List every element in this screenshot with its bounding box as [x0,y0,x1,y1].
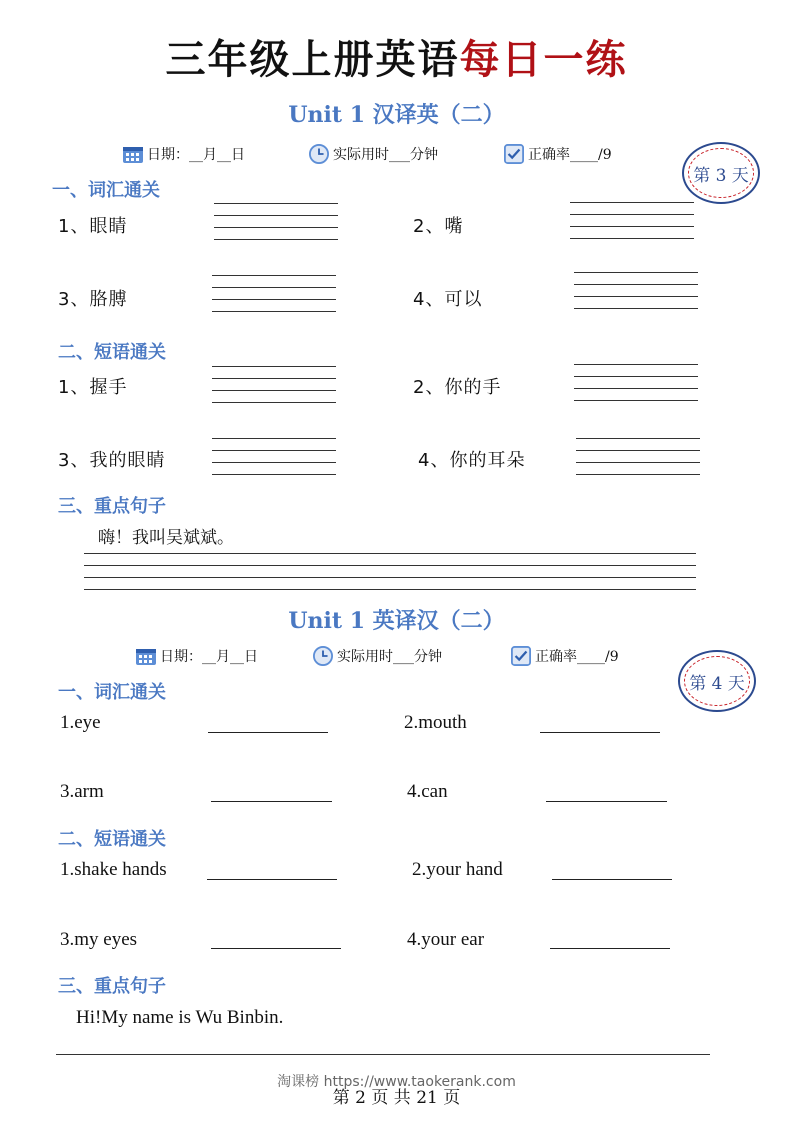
vocab-item: 1、眼睛 [58,216,128,237]
calendar-icon [122,144,144,164]
section-vocab-2: 一、词汇通关 [58,682,166,703]
meta-accuracy-2 [510,646,619,666]
writing-lines[interactable] [570,202,694,242]
answer-blank[interactable] [550,948,670,949]
meta-date-2 [135,646,258,666]
meta-time-2 [312,646,442,666]
checkbox-icon [503,144,525,164]
writing-lines[interactable] [576,438,700,478]
answer-blank[interactable] [546,801,667,802]
sentence-writing-lines[interactable] [84,553,696,591]
phrase-item: 2、你的手 [413,377,502,398]
checkbox-icon [510,646,532,666]
phrase-item: 1、握手 [58,377,128,398]
section-sentence-2: 三、重点句子 [58,976,166,997]
phrase-item: 4.your ear [407,929,485,950]
writing-lines[interactable] [574,364,698,404]
phrase-item: 3.my eyes [60,929,138,950]
footer-watermark: 淘课榜 https://www.taokerank.com [277,1074,516,1090]
writing-lines[interactable] [212,438,336,478]
vocab-item: 2.mouth [404,712,467,733]
unit-title-1: Unit 1 汉译英（二） [288,102,505,128]
vocab-item: 3、胳膊 [58,289,128,310]
vocab-item: 1.eye [60,712,101,733]
title-red: 每日一练 [459,37,628,83]
section-vocab-1: 一、词汇通关 [52,180,160,201]
writing-lines[interactable] [214,203,338,243]
date-field: 日期：__月__日 [147,147,245,163]
section-phrases-2: 二、短语通关 [58,829,166,850]
clock-icon [312,646,334,666]
vocab-item: 4、可以 [413,289,483,310]
phrase-item: 4、你的耳朵 [418,450,526,471]
answer-blank[interactable] [211,948,341,949]
section-sentence-1: 三、重点句子 [58,496,166,517]
accuracy-field: 正确率____/9 [528,147,612,163]
vocab-item: 3.arm [60,781,104,802]
answer-blank[interactable] [208,732,328,733]
answer-blank[interactable] [207,879,337,880]
day-stamp-2 [678,650,756,712]
answer-blank[interactable] [552,879,672,880]
phrase-item: 3、我的眼睛 [58,450,166,471]
phrase-item: 2.your hand [412,859,503,880]
day-stamp-1 [682,142,760,204]
writing-lines[interactable] [212,366,336,406]
phrase-item: 1.shake hands [60,859,167,880]
time-field: 实际用时___分钟 [337,649,442,665]
calendar-icon [135,646,157,666]
vocab-item: 4.can [407,781,448,802]
meta-date-1 [122,144,245,164]
section-phrases-1: 二、短语通关 [58,342,166,363]
writing-lines[interactable] [574,272,698,312]
sentence-answer-line[interactable] [56,1054,710,1055]
accuracy-field: 正确率____/9 [535,649,619,665]
day-stamp-label: 第 4 天 [689,673,745,694]
clock-icon [308,144,330,164]
writing-lines[interactable] [212,275,336,315]
day-stamp-label: 第 3 天 [693,165,749,186]
meta-time-1 [308,144,438,164]
key-sentence: 嗨！我叫吴斌斌。 [98,528,234,548]
meta-accuracy-1 [503,144,612,164]
date-field: 日期：__月__日 [160,649,258,665]
time-field: 实际用时___分钟 [333,147,438,163]
key-sentence: Hi!My name is Wu Binbin. [76,1007,284,1028]
vocab-item: 2、嘴 [413,216,464,237]
page-title [0,28,793,85]
page-number: 第 2 页 共 21 页 [332,1088,461,1108]
title-black: 三年级上册英语 [165,37,460,83]
answer-blank[interactable] [540,732,660,733]
answer-blank[interactable] [211,801,332,802]
unit-title-2: Unit 1 英译汉（二） [288,608,505,634]
